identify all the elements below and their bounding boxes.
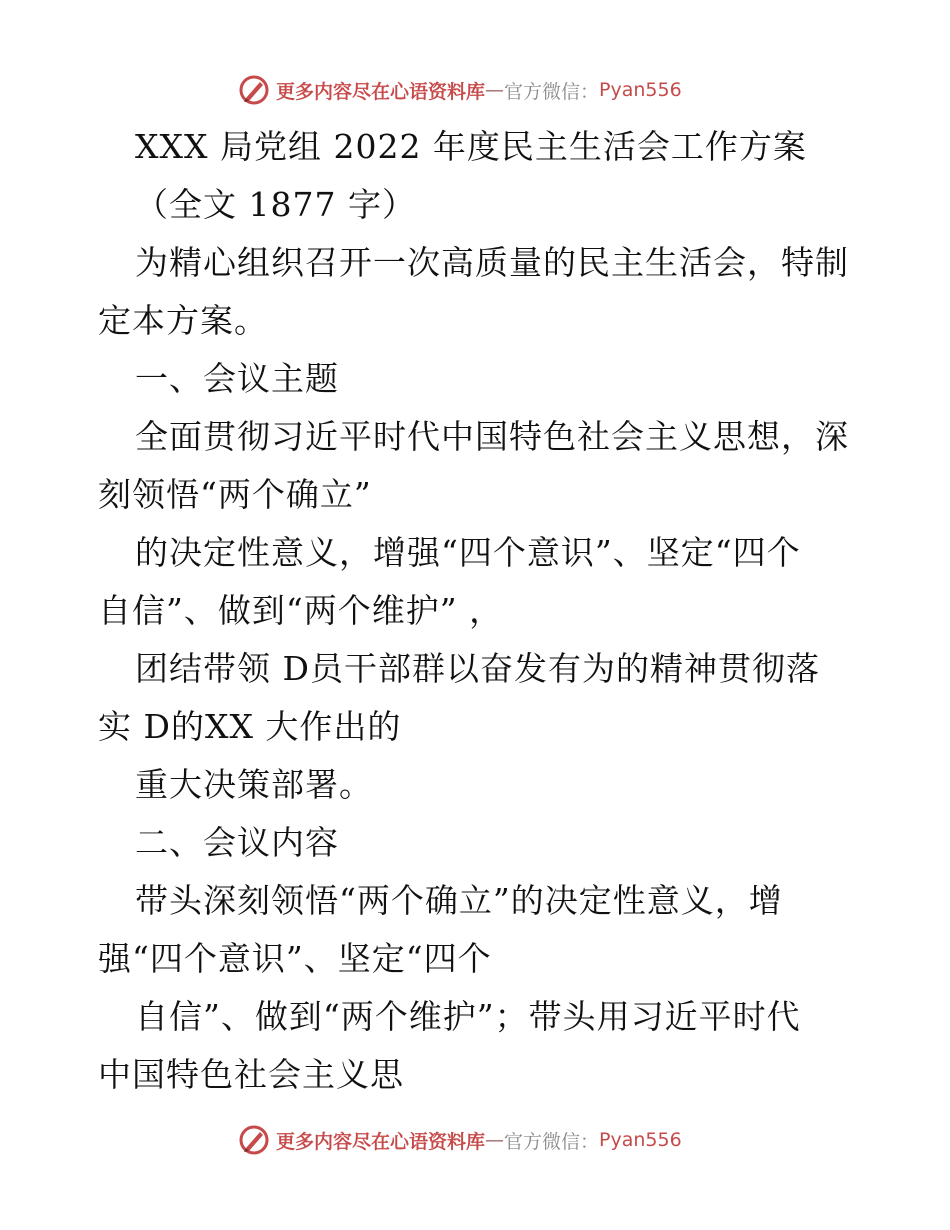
text-line: 一、会议主题 (135, 359, 339, 398)
text-line: 二、会议内容 (135, 823, 339, 862)
document-body (98, 118, 858, 1104)
watermark-dash: — (485, 1129, 505, 1151)
pen-logo-icon (238, 74, 270, 106)
text-line: （全文 1877 字） (135, 185, 416, 224)
watermark-wechat-id: Pyan556 (599, 79, 682, 101)
watermark-wechat-id: Pyan556 (599, 1129, 682, 1151)
footer-watermark (238, 1122, 758, 1158)
watermark-main-text: 更多内容尽在心语资料库 (276, 1130, 486, 1153)
text-line: 带头深刻领悟“两个确立”的决定性意义，增 (135, 881, 783, 920)
text-line: 实 D的XX 大作出的 (98, 707, 402, 746)
text-line: 自信”、做到“两个维护”；带头用习近平时代 (135, 997, 801, 1036)
text-line: 强“四个意识”、坚定“四个 (98, 939, 492, 978)
watermark-main-text: 更多内容尽在心语资料库 (276, 80, 486, 103)
text-line: 为精心组织召开一次高质量的民主生活会，特制 (135, 243, 849, 282)
text-line: 重大决策部署。 (135, 765, 373, 804)
watermark-official-label: 官方微信： (504, 80, 600, 103)
text-line: 的决定性意义，增强“四个意识”、坚定“四个 (135, 533, 801, 572)
watermark-official-label: 官方微信： (504, 1130, 600, 1153)
text-line: 团结带领 D员干部群以奋发有为的精神贯彻落 (135, 649, 820, 688)
text-line: 刻领悟“两个确立” (98, 475, 372, 514)
text-line: 全面贯彻习近平时代中国特色社会主义思想，深 (135, 417, 849, 456)
text-line: 定本方案。 (98, 301, 268, 340)
text-line: 自信”、做到“两个维护” ， (98, 591, 504, 630)
pen-logo-icon (238, 1124, 270, 1156)
text-line: 中国特色社会主义思 (98, 1055, 404, 1094)
text-line: XXX 局党组 2022 年度民主生活会工作方案 (135, 127, 807, 166)
watermark-dash: — (485, 79, 505, 101)
header-watermark (238, 72, 758, 108)
